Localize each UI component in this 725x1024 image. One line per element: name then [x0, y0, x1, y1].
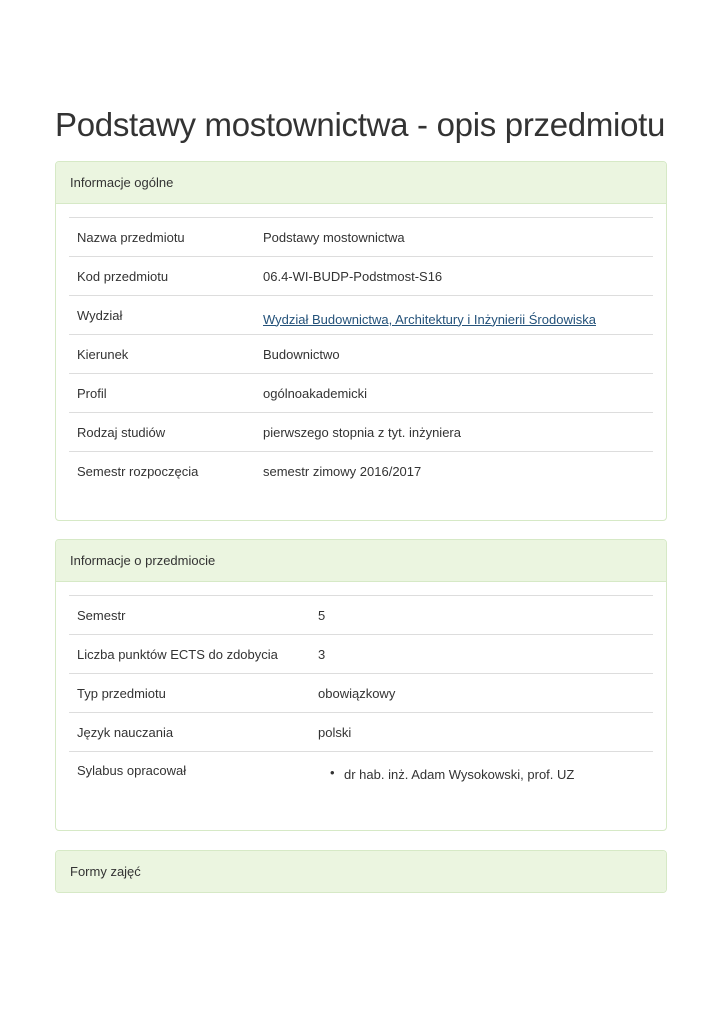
row-label: Nazwa przedmiotu [69, 218, 255, 257]
row-value: Budownictwo [255, 335, 653, 374]
row-value: Podstawy mostownictwa [255, 218, 653, 257]
table-row [69, 452, 653, 491]
table-row [69, 413, 653, 452]
bullet-icon: • [330, 765, 335, 780]
row-value: 5 [310, 596, 653, 635]
course-info-heading: Informacje o przedmiocie [56, 540, 666, 582]
row-value: 3 [310, 635, 653, 674]
row-value [310, 752, 653, 802]
general-info-table [69, 217, 653, 490]
row-label: Sylabus opracował [69, 752, 310, 802]
row-label: Język nauczania [69, 713, 310, 752]
table-row [69, 674, 653, 713]
table-row [69, 713, 653, 752]
table-row [69, 296, 653, 335]
course-info-table [69, 595, 653, 801]
table-row [69, 635, 653, 674]
row-value: polski [310, 713, 653, 752]
course-info-panel [55, 539, 667, 831]
table-row [69, 752, 653, 802]
table-row [69, 596, 653, 635]
class-forms-heading[interactable]: Formy zajęć [56, 851, 666, 893]
row-value [255, 296, 653, 335]
general-info-body [56, 204, 666, 490]
row-label: Profil [69, 374, 255, 413]
row-label: Kod przedmiotu [69, 257, 255, 296]
table-row [69, 257, 653, 296]
row-value: pierwszego stopnia z tyt. inżyniera [255, 413, 653, 452]
row-value: ogólnoakademicki [255, 374, 653, 413]
course-info-body [56, 582, 666, 801]
row-value: semestr zimowy 2016/2017 [255, 452, 653, 491]
table-row [69, 374, 653, 413]
row-label: Semestr rozpoczęcia [69, 452, 255, 491]
row-label: Typ przedmiotu [69, 674, 310, 713]
row-label: Kierunek [69, 335, 255, 374]
faculty-link[interactable]: Wydział Budownictwa, Architektury i Inżynierii Środowiska [263, 311, 596, 327]
author-name: dr hab. inż. Adam Wysokowski, prof. UZ [344, 767, 575, 782]
list-item [330, 763, 645, 782]
row-label: Rodzaj studiów [69, 413, 255, 452]
row-value: 06.4-WI-BUDP-Podstmost-S16 [255, 257, 653, 296]
class-forms-panel [55, 850, 667, 893]
table-row [69, 335, 653, 374]
general-info-panel [55, 161, 667, 521]
page-title: Podstawy mostownictwa - opis przedmiotu [55, 106, 666, 143]
row-label: Semestr [69, 596, 310, 635]
row-label: Liczba punktów ECTS do zdobycia [69, 635, 310, 674]
row-label: Wydział [69, 296, 255, 335]
author-list [318, 763, 645, 782]
row-value: obowiązkowy [310, 674, 653, 713]
general-info-heading: Informacje ogólne [56, 162, 666, 204]
table-row [69, 218, 653, 257]
